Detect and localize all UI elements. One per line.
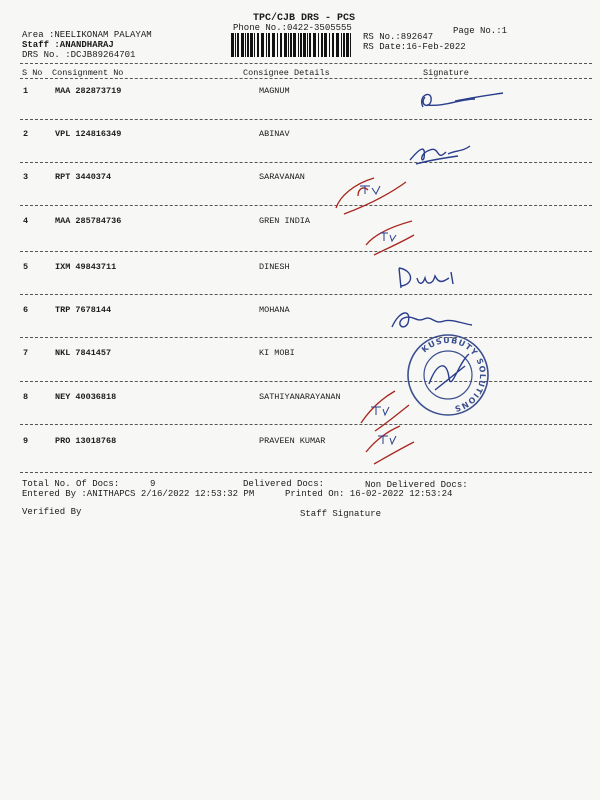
- row-sno: 9: [23, 436, 29, 446]
- row-sno: 1: [23, 86, 29, 96]
- row-divider: [20, 251, 592, 252]
- row-sno: 4: [23, 216, 29, 226]
- column-header-sno: S No: [22, 68, 43, 78]
- barcode-bar: [241, 33, 244, 57]
- verified-by-label: Verified By: [22, 507, 82, 517]
- row-sno: 6: [23, 305, 29, 315]
- barcode-bar: [247, 33, 249, 57]
- printed-on: Printed On: 16-02-2022 12:53:24: [285, 489, 453, 499]
- column-header-consignee: Consignee Details: [243, 68, 330, 78]
- barcode-bar: [268, 33, 270, 57]
- barcode-bar: [290, 33, 292, 57]
- row-divider: [20, 337, 592, 338]
- row-consignee: MAGNUM: [259, 86, 290, 96]
- barcode-bar: [343, 33, 345, 57]
- barcode-bar: [237, 33, 239, 57]
- barcode-bar: [298, 33, 299, 57]
- barcode-bar: [307, 33, 308, 57]
- row-sno: 7: [23, 348, 29, 358]
- barcode-bar: [303, 33, 306, 57]
- drs-number: DRS No. :DCJB89264701: [22, 50, 136, 60]
- barcode-bar: [309, 33, 311, 57]
- row-consignee: ABINAV: [259, 129, 290, 139]
- barcode-bar: [257, 33, 259, 57]
- barcode-bar: [231, 33, 234, 57]
- row-consignment-no: NEY 40036818: [55, 392, 117, 402]
- barcode-bar: [254, 33, 255, 57]
- signature-row-4: [360, 215, 420, 265]
- barcode-image: [231, 33, 353, 57]
- company-stamp: [405, 332, 491, 418]
- row-divider: [20, 162, 592, 163]
- barcode-bar: [293, 33, 296, 57]
- row-consignee: SARAVANAN: [259, 172, 305, 182]
- svg-text:KUSUBUTY SOLUTIONS: KUSUBUTY SOLUTIONS: [420, 335, 488, 414]
- barcode-bar: [324, 33, 327, 57]
- row-consignee: MOHANA: [259, 305, 290, 315]
- barcode-bar: [321, 33, 323, 57]
- area-field: Area :NEELIKONAM PALAYAM: [22, 30, 152, 40]
- phone-number: Phone No.:0422-3505555: [233, 23, 352, 33]
- row-consignment-no: RPT 3440374: [55, 172, 112, 182]
- barcode-bar: [350, 33, 351, 57]
- page-number: Page No.:1: [453, 26, 508, 36]
- row-consignee: PRAVEEN KUMAR: [259, 436, 326, 446]
- staff-signature-label: Staff Signature: [300, 509, 382, 519]
- header-divider: [20, 63, 592, 64]
- row-consignment-no: NKL 7841457: [55, 348, 112, 358]
- table-bottom-divider: [20, 472, 592, 473]
- row-consignment-no: MAA 285784736: [55, 216, 122, 226]
- signature-row-9: [360, 420, 420, 475]
- barcode-bar: [329, 33, 330, 57]
- row-sno: 5: [23, 262, 29, 272]
- row-divider: [20, 119, 592, 120]
- document-title: TPC/CJB DRS - PCS: [253, 13, 356, 24]
- barcode-bar: [261, 33, 264, 57]
- row-divider: [20, 205, 592, 206]
- column-header-consignment: Consignment No: [52, 68, 124, 78]
- row-sno: 3: [23, 172, 29, 182]
- barcode-bar: [318, 33, 319, 57]
- barcode-bar: [300, 33, 302, 57]
- barcode-bar: [341, 33, 342, 57]
- barcode-bar: [272, 33, 275, 57]
- barcode-bar: [346, 33, 349, 57]
- row-divider: [20, 294, 592, 295]
- barcode-bar: [280, 33, 282, 57]
- barcode-bar: [336, 33, 339, 57]
- barcode-bar: [277, 33, 278, 57]
- row-sno: 2: [23, 129, 29, 139]
- barcode-bar: [288, 33, 289, 57]
- barcode-bar: [235, 33, 236, 57]
- total-docs-label: Total No. Of Docs:: [22, 479, 120, 489]
- row-divider: [20, 424, 592, 425]
- delivered-docs-label: Delivered Docs:: [243, 479, 325, 489]
- staff-field: Staff :ANANDHARAJ: [22, 40, 114, 50]
- row-consignee: KI MOBI: [259, 348, 295, 358]
- signature-row-1: [415, 85, 505, 120]
- rs-number: RS No.:892647: [363, 32, 434, 42]
- row-divider: [20, 381, 592, 382]
- non-delivered-docs-label: Non Delivered Docs:: [365, 480, 468, 490]
- barcode-bar: [284, 33, 287, 57]
- row-sno: 8: [23, 392, 29, 402]
- row-consignment-no: VPL 124816349: [55, 129, 122, 139]
- row-consignee: SATHIYANARAYANAN: [259, 392, 341, 402]
- row-consignment-no: PRO 13018768: [55, 436, 117, 446]
- entered-by: Entered By :ANITHAPCS 2/16/2022 12:53:32 PM: [22, 489, 255, 499]
- row-consignment-no: TRP 7678144: [55, 305, 112, 315]
- barcode-bar: [245, 33, 246, 57]
- rs-date: RS Date:16-Feb-2022: [363, 42, 466, 52]
- row-consignee: DINESH: [259, 262, 290, 272]
- signature-row-2: [400, 140, 480, 173]
- row-consignee: GREN INDIA: [259, 216, 311, 226]
- column-header-divider: [20, 78, 592, 79]
- row-consignment-no: MAA 282873719: [55, 86, 122, 96]
- signature-row-5: [395, 262, 465, 297]
- total-docs-value: 9: [150, 479, 156, 489]
- column-header-signature: Signature: [423, 68, 469, 78]
- barcode-bar: [332, 33, 334, 57]
- barcode-bar: [250, 33, 253, 57]
- row-consignment-no: IXM 49843711: [55, 262, 117, 272]
- barcode-bar: [266, 33, 267, 57]
- barcode-bar: [313, 33, 316, 57]
